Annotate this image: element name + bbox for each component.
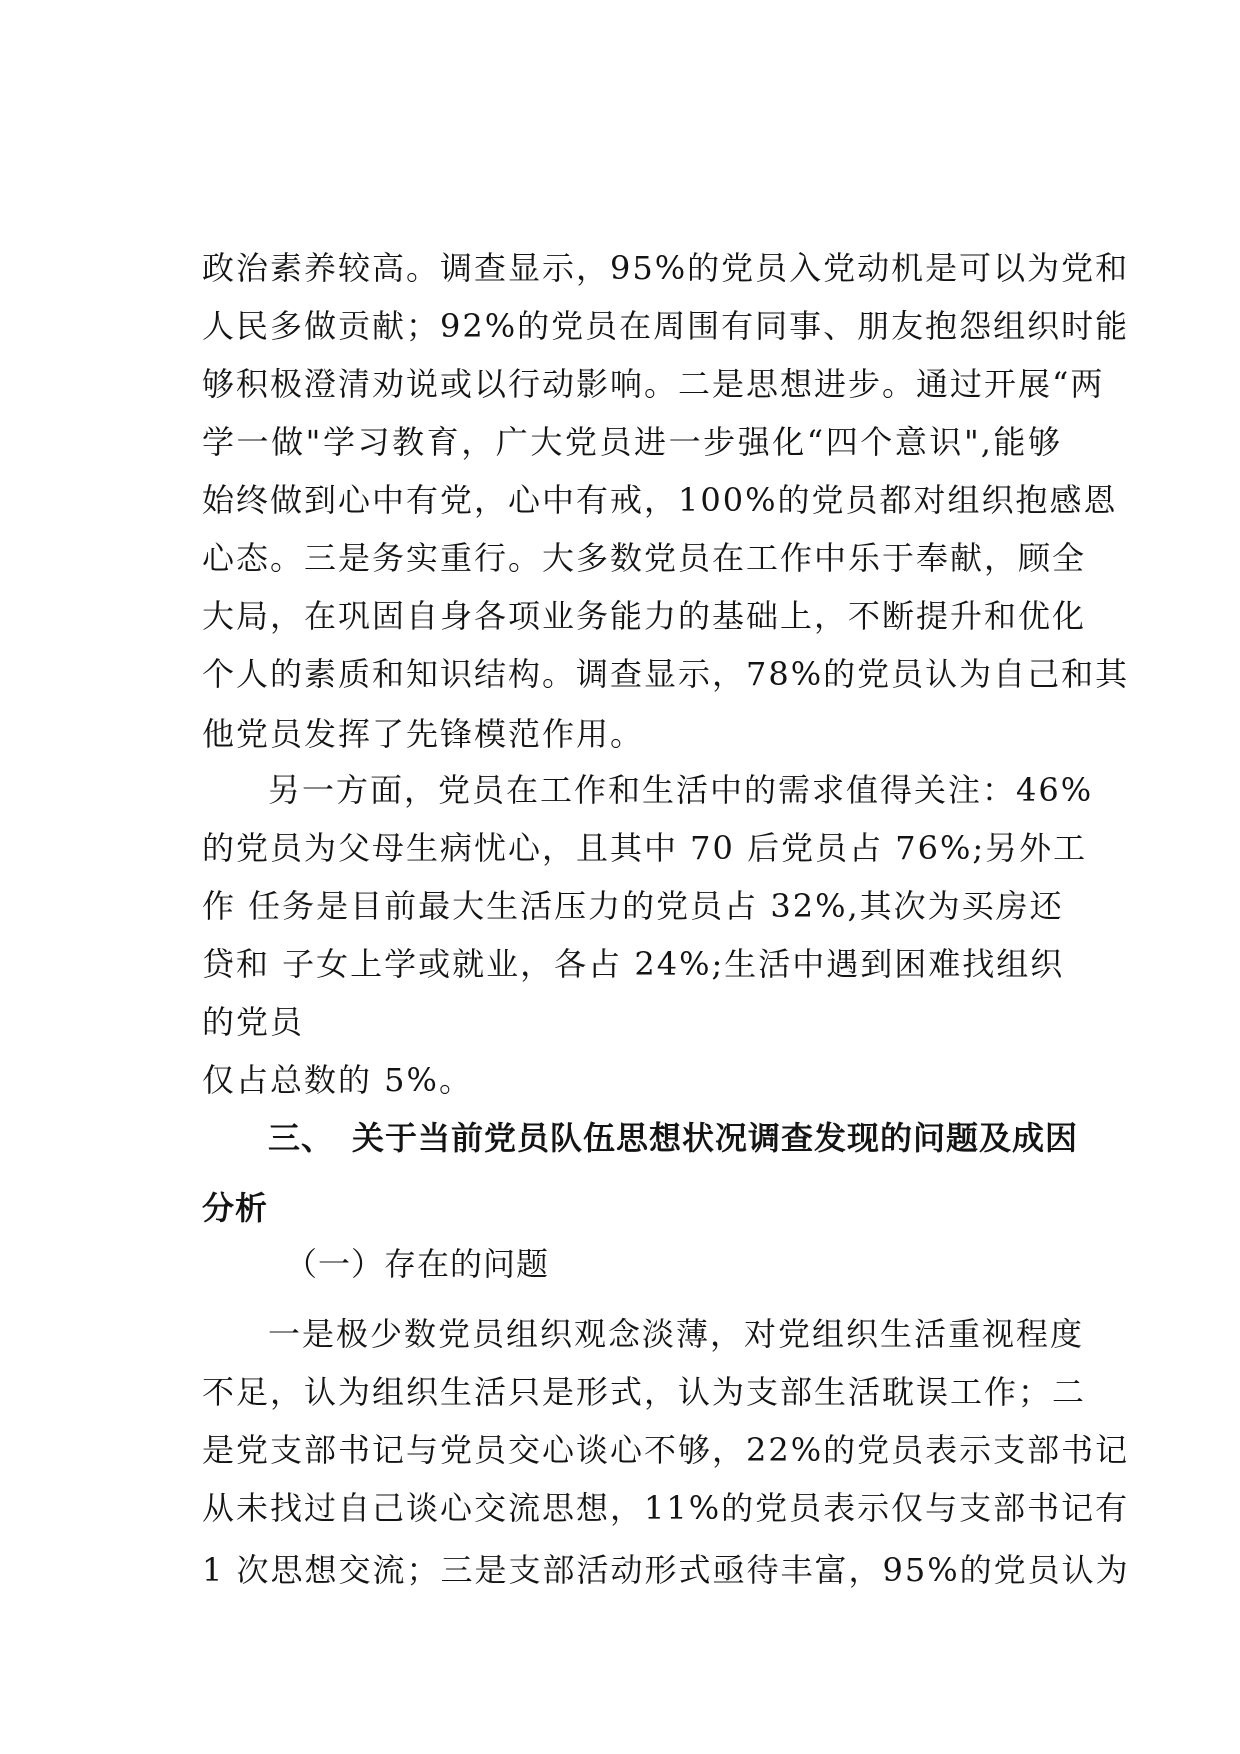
- section-heading-continuation: 分析: [202, 1189, 269, 1227]
- paragraph-2-line-1: 另一方面，党员在工作和生活中的需求值得关注：46%: [268, 771, 1094, 809]
- paragraph-2-line-4: 贷和 子女上学或就业，各占 24%;生活中遇到困难找组织: [202, 945, 1065, 983]
- paragraph-2-line-6: 仅占总数的 5%。: [202, 1061, 473, 1099]
- section-heading-number: 三、: [268, 1119, 335, 1157]
- subheading-existing-problems: （一）存在的问题: [285, 1245, 550, 1283]
- paragraph-1-line-1: 政治素养较高。调查显示，95%的党员入党动机是可以为党和: [202, 249, 1130, 287]
- section-heading-text: 关于当前党员队伍思想状况调查发现的问题及成因: [352, 1119, 1079, 1157]
- paragraph-1-line-9: 他党员发挥了先锋模范作用。: [202, 715, 645, 753]
- paragraph-1-line-4: 学一做"学习教育，广大党员进一步强化“四个意识",能够: [202, 423, 1062, 461]
- paragraph-1-line-6: 心态。三是务实重行。大多数党员在工作中乐于奉献，顾全: [202, 539, 1087, 577]
- paragraph-3-line-1: 一是极少数党员组织观念淡薄，对党组织生活重视程度: [268, 1315, 1085, 1353]
- paragraph-2-line-3: 作 任务是目前最大生活压力的党员占 32%,其次为买房还: [202, 887, 1064, 925]
- paragraph-1-line-2: 人民多做贡献；92%的党员在周围有同事、朋友抱怨组织时能: [202, 307, 1130, 345]
- paragraph-3-line-2: 不足，认为组织生活只是形式，认为支部生活耽误工作；二: [202, 1373, 1087, 1411]
- paragraph-1-line-5: 始终做到心中有党，心中有戒，100%的党员都对组织抱感恩: [202, 481, 1118, 519]
- paragraph-1-line-7: 大局，在巩固自身各项业务能力的基础上，不断提升和优化: [202, 597, 1087, 635]
- paragraph-3-line-3: 是党支部书记与党员交心谈心不够，22%的党员表示支部书记: [202, 1431, 1130, 1469]
- paragraph-1-line-3: 够积极澄清劝说或以行动影响。二是思想进步。通过开展“两: [202, 365, 1105, 403]
- paragraph-3-line-5: 1 次思想交流；三是支部活动形式亟待丰富，95%的党员认为: [202, 1551, 1130, 1589]
- paragraph-3-line-4: 从未找过自己谈心交流思想，11%的党员表示仅与支部书记有: [202, 1489, 1130, 1527]
- paragraph-1-line-8: 个人的素质和知识结构。调查显示，78%的党员认为自己和其: [202, 655, 1130, 693]
- paragraph-2-line-2: 的党员为父母生病忧心，且其中 70 后党员占 76%;另外工: [202, 829, 1088, 867]
- paragraph-2-line-5: 的党员: [202, 1003, 305, 1041]
